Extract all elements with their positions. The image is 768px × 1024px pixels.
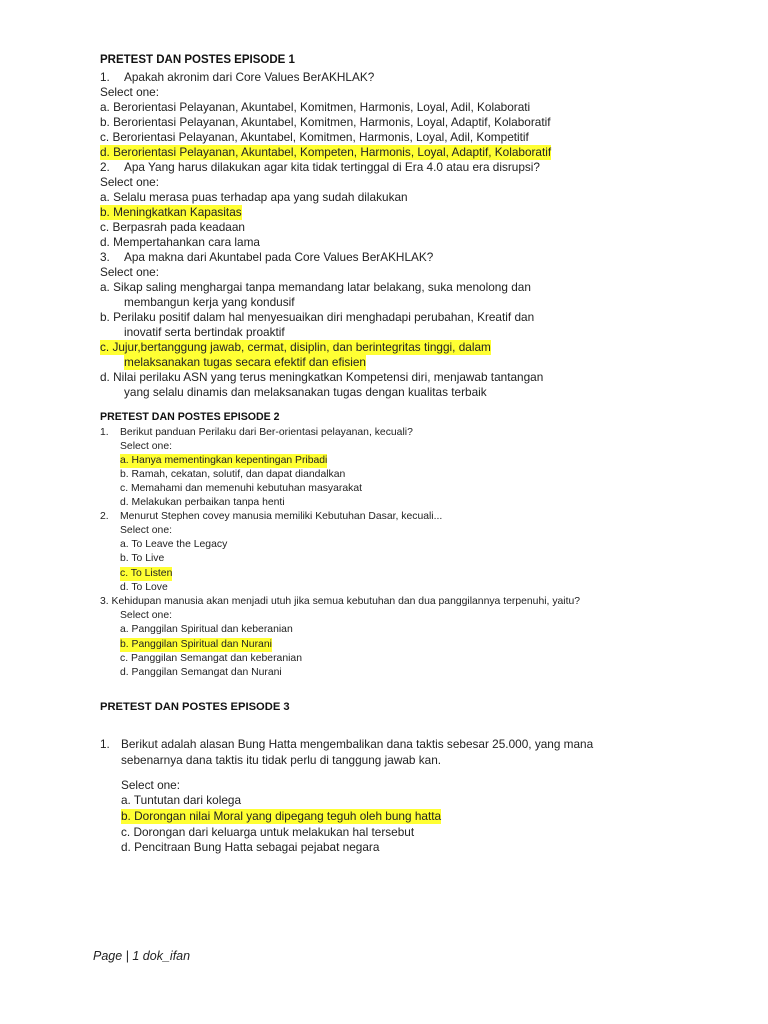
option-a-answer: a. Hanya mementingkan kepentingan Pribadi <box>120 455 328 466</box>
option-d: d. Pencitraan Bung Hatta sebagai pejabat negara <box>121 840 380 854</box>
option-b-continued: inovatif serta bertindak proaktif <box>124 325 285 339</box>
option-c-answer: c. Jujur,bertanggung jawab, cermat, disiplin, dan berintegritas tinggi, dalam <box>100 340 491 354</box>
question-number: 3. <box>100 250 110 264</box>
question-text: Berikut adalah alasan Bung Hatta mengembalikan dana taktis sebesar 25.000, yang mana <box>121 737 594 751</box>
option-a: a. Sikap saling menghargai tanpa memandang latar belakang, suka menolong dan <box>100 280 531 294</box>
question-number: 1. <box>100 427 109 438</box>
option-a: a. Panggilan Spiritual dan keberanian <box>120 624 293 635</box>
option-a-continued: membangun kerja yang kondusif <box>124 295 295 309</box>
question-text: Menurut Stephen covey manusia memiliki Kebutuhan Dasar, kecuali... <box>120 511 443 522</box>
option-a: a. Tuntutan dari kolega <box>121 793 242 807</box>
option-b-answer: b. Dorongan nilai Moral yang dipegang teguh oleh bung hatta <box>121 809 442 823</box>
select-one-label: Select one: <box>100 85 160 99</box>
option-a: a. To Leave the Legacy <box>120 539 228 550</box>
option-b: b. Perilaku positif dalam hal menyesuaikan diri menghadapi perubahan, Kreatif dan <box>100 310 535 324</box>
question-text: 3. Kehidupan manusia akan menjadi utuh jika semua kebutuhan dan dua panggilannya terpenuhi, yaitu? <box>100 596 581 607</box>
episode-3-heading: PRETEST DAN POSTES EPISODE 3 <box>100 701 290 713</box>
option-c-answer: c. To Listen <box>120 568 173 579</box>
option-d-answer: d. Berorientasi Pelayanan, Akuntabel, Kompeten, Harmonis, Loyal, Adaptif, Kolaboratif <box>100 145 552 159</box>
option-b-answer: b. Meningkatkan Kapasitas <box>100 205 242 219</box>
select-one-label: Select one: <box>120 610 172 621</box>
option-d: d. Melakukan perbaikan tanpa henti <box>120 497 285 508</box>
option-b-answer: b. Panggilan Spiritual dan Nurani <box>120 639 272 650</box>
option-c-answer-continued: melaksanakan tugas secara efektif dan efisien <box>124 355 366 369</box>
option-d: d. Nilai perilaku ASN yang terus meningkatkan Kompetensi diri, menjawab tantangan <box>100 370 544 384</box>
question-number: 1. <box>100 737 110 751</box>
episode-2-heading: PRETEST DAN POSTES EPISODE 2 <box>100 411 280 423</box>
option-a: a. Berorientasi Pelayanan, Akuntabel, Komitmen, Harmonis, Loyal, Adil, Kolaborati <box>100 100 531 114</box>
select-one-label: Select one: <box>100 175 160 189</box>
select-one-label: Select one: <box>100 265 160 279</box>
option-c: c. Berpasrah pada keadaan <box>100 220 245 234</box>
option-d-continued: yang selalu dinamis dan melaksanakan tugas dengan kualitas terbaik <box>124 385 487 399</box>
option-c: c. Berorientasi Pelayanan, Akuntabel, Komitmen, Harmonis, Loyal, Adil, Kompetitif <box>100 130 529 144</box>
question-text: Apa Yang harus dilakukan agar kita tidak tertinggal di Era 4.0 atau era disrupsi? <box>124 160 540 174</box>
question-text-continued: sebenarnya dana taktis itu tidak perlu di tanggung jawab kan. <box>121 753 442 767</box>
question-number: 1. <box>100 70 110 84</box>
select-one-label: Select one: <box>120 441 172 452</box>
question-number: 2. <box>100 511 109 522</box>
question-number: 2. <box>100 160 110 174</box>
option-b: b. Ramah, cekatan, solutif, dan dapat diandalkan <box>120 469 346 480</box>
select-one-label: Select one: <box>120 525 172 536</box>
option-c: c. Dorongan dari keluarga untuk melakukan hal tersebut <box>121 825 415 839</box>
option-b: b. To Live <box>120 553 165 564</box>
option-c: c. Panggilan Semangat dan keberanian <box>120 653 302 664</box>
question-text: Apa makna dari Akuntabel pada Core Values BerAKHLAK? <box>124 250 434 264</box>
page-footer: Page | 1 dok_ifan <box>93 949 191 963</box>
option-d: d. Panggilan Semangat dan Nurani <box>120 667 282 678</box>
episode-1-heading: PRETEST DAN POSTES EPISODE 1 <box>100 54 295 66</box>
option-d: d. To Love <box>120 582 168 593</box>
option-a: a. Selalu merasa puas terhadap apa yang sudah dilakukan <box>100 190 408 204</box>
option-b: b. Berorientasi Pelayanan, Akuntabel, Komitmen, Harmonis, Loyal, Adaptif, Kolaboratif <box>100 115 551 129</box>
option-d: d. Mempertahankan cara lama <box>100 235 260 249</box>
question-text: Apakah akronim dari Core Values BerAKHLAK? <box>124 70 375 84</box>
option-c: c. Memahami dan memenuhi kebutuhan masyarakat <box>120 483 362 494</box>
question-text: Berikut panduan Perilaku dari Ber-orientasi pelayanan, kecuali? <box>120 427 413 438</box>
select-one-label: Select one: <box>121 778 181 792</box>
